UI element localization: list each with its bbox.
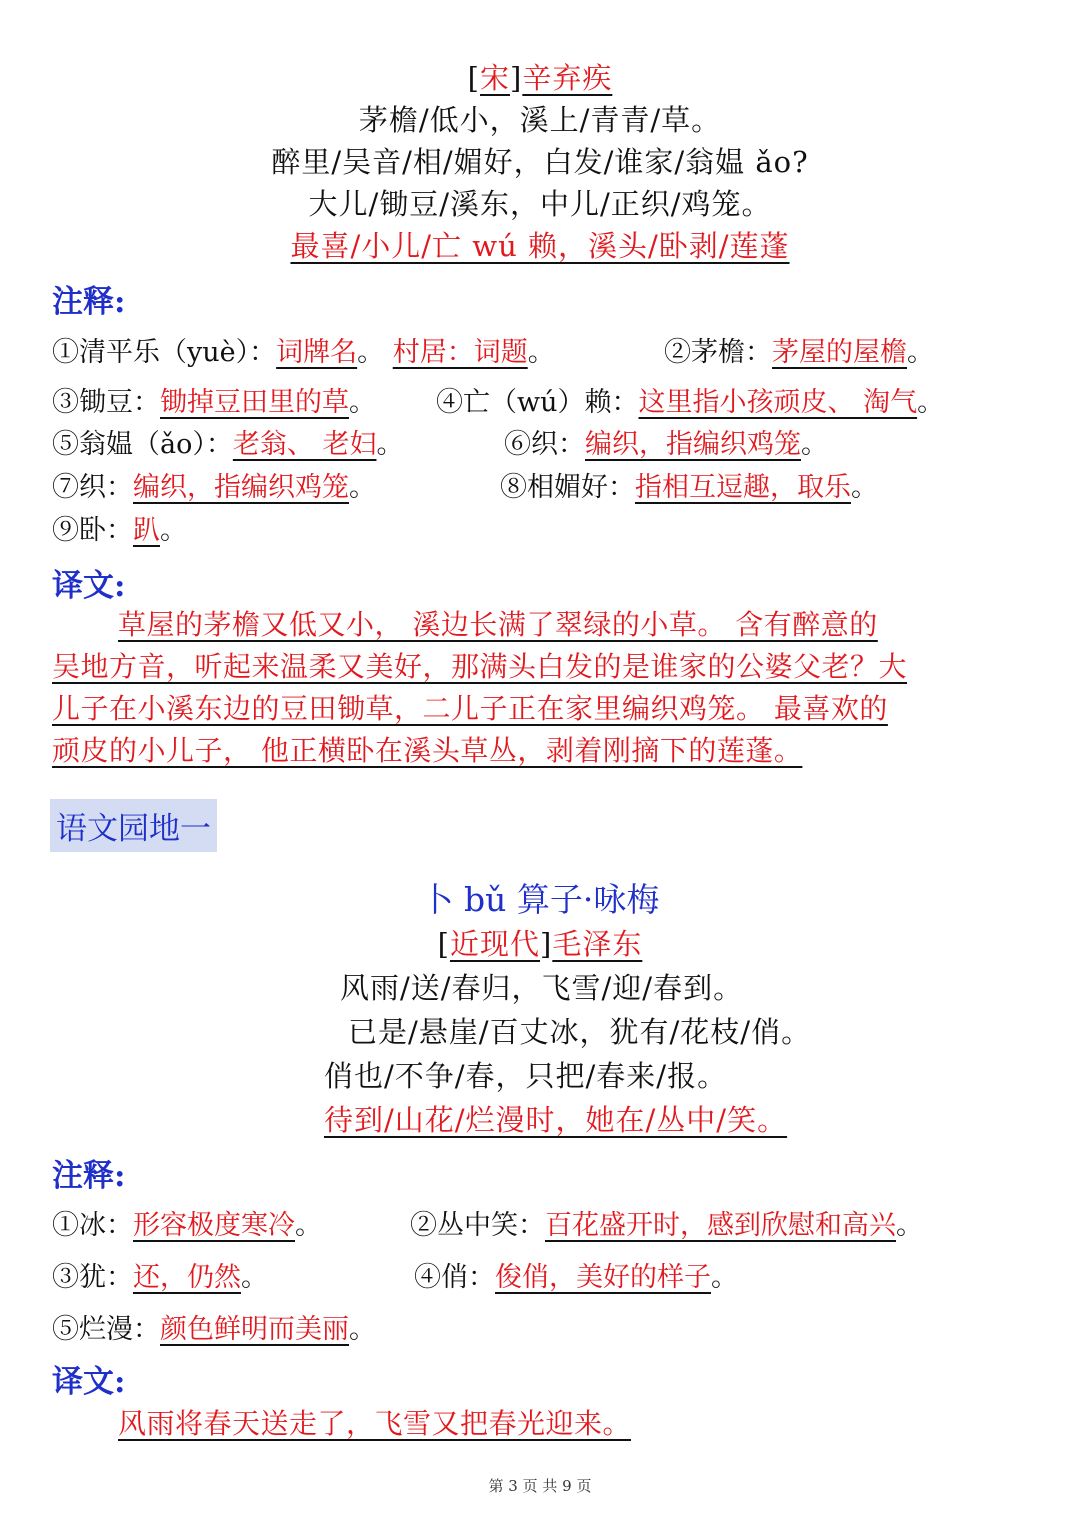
translation1-line-1: 草屋的茅檐又低又小， 溪边长满了翠绿的小草。 含有醉意的 bbox=[118, 608, 878, 641]
poem2-line-2: 已是/悬崖/百丈冰，犹有/花枝/俏。 bbox=[348, 1015, 812, 1049]
poem2-last-line: 待到/山花/烂漫时，她在/丛中/笑。 bbox=[324, 1103, 788, 1137]
section-title: 语文园地一 bbox=[50, 799, 217, 852]
note1-item-2: ②茅檐：茅屋的屋檐。 bbox=[664, 337, 934, 368]
poem1-line-2: 醉里/吴音/相/媚好，白发/谁家/翁媪 ǎo? bbox=[271, 145, 809, 179]
poem2-author: 毛泽东 bbox=[552, 927, 643, 961]
note1-item-6: ⑥织：编织，指编织鸡笼。 bbox=[504, 429, 828, 460]
note1-item-3: ③锄豆：锄掉豆田里的草。 bbox=[52, 387, 376, 418]
poem1-author-line bbox=[0, 56, 1080, 97]
poem2-line-3: 俏也/不争/春，只把/春来/报。 bbox=[324, 1059, 728, 1093]
poem1-dynasty: 宋 bbox=[479, 61, 510, 95]
translation1-line-3: 儿子在小溪东边的豆田锄草，二儿子正在家里编织鸡笼。 最喜欢的 bbox=[52, 692, 888, 725]
note2-item-1: ①冰：形容极度寒冷。 bbox=[52, 1210, 322, 1241]
note1-item-9: ⑨卧：趴。 bbox=[52, 515, 187, 546]
notes1-heading: 注释: bbox=[52, 284, 126, 320]
poem1-line-3: 大儿/锄豆/溪东，中儿/正织/鸡笼。 bbox=[308, 187, 772, 221]
bracket-open: [ bbox=[467, 61, 480, 95]
translation2-line: 风雨将春天送走了，飞雪又把春光迎来。 bbox=[118, 1407, 632, 1440]
bracket-close: ] bbox=[510, 61, 523, 95]
translation2-heading: 译文: bbox=[52, 1364, 126, 1400]
note1-item-4: ④亡（wú）赖：这里指小孩顽皮、 淘气。 bbox=[436, 387, 945, 418]
poem1-author: 辛弃疾 bbox=[522, 61, 613, 95]
note2-item-5: ⑤烂漫：颜色鲜明而美丽。 bbox=[52, 1314, 376, 1345]
poem2-author-line: [近现代]毛泽东 bbox=[437, 927, 643, 961]
note1-item-5: ⑤翁媪（ǎo）：老翁、 老妇。 bbox=[52, 429, 404, 460]
translation1-heading: 译文: bbox=[52, 568, 126, 604]
translation1-line-4: 顽皮的小儿子， 他正横卧在溪头草丛，剥着刚摘下的莲蓬。 bbox=[52, 734, 803, 767]
note2-item-3: ③犹：还，仍然。 bbox=[52, 1262, 268, 1293]
notes2-heading: 注释: bbox=[52, 1158, 126, 1194]
poem2-title: 卜 bǔ 算子·咏梅 bbox=[420, 880, 660, 919]
note1-item-8: ⑧相媚好：指相互逗趣，取乐。 bbox=[500, 472, 878, 503]
poem2-dynasty: 近现代 bbox=[449, 927, 540, 961]
page-footer: 第 3 页 共 9 页 bbox=[488, 1477, 592, 1495]
note1-item-1: ①清平乐（yuè）：词牌名。 村居：词题。 bbox=[52, 337, 555, 368]
note2-item-2: ②丛中笑：百花盛开时，感到欣慰和高兴。 bbox=[410, 1210, 923, 1241]
poem1-last-line: 最喜/小儿/亡 wú 赖，溪头/卧剥/莲蓬 bbox=[290, 229, 790, 263]
poem2-line-1: 风雨/送/春归，飞雪/迎/春到。 bbox=[340, 971, 744, 1005]
poem1-line-1: 茅檐/低小，溪上/青青/草。 bbox=[358, 103, 722, 137]
note1-item-7: ⑦织：编织，指编织鸡笼。 bbox=[52, 472, 376, 503]
note2-item-4: ④俏：俊俏，美好的样子。 bbox=[414, 1262, 738, 1293]
translation1-line-2: 吴地方音，听起来温柔又美好，那满头白发的是谁家的公婆父老？大 bbox=[52, 650, 908, 683]
